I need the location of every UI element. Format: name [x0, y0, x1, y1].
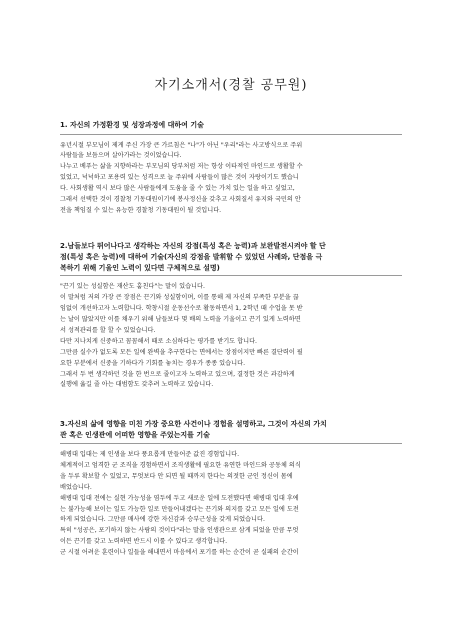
- text-line: 는 불가능해 보이는 일도 가능한 일로 만들어내겠다는 끈기와 의지를 갖고 모든 일에 도전: [60, 505, 299, 513]
- section-3: [60, 419, 402, 559]
- section-1-divider: [60, 134, 402, 135]
- document-title: 자기소개서(경찰 공무원): [154, 78, 308, 93]
- text-line: 나누고 베푸는 삶을 지향하라는 부모님의 당부처럼 저는 항상 이타적인 마인드로 생활할 수: [60, 163, 303, 171]
- heading-line: 점(특성 혹은 능력)에 대하여 기술(자신의 강점을 발휘할 수 있었던 사례와, 단점을 극: [60, 252, 323, 261]
- heading-line: 2.남들보다 뛰어나다고 생각하는 자신의 강점(특성 혹은 능력)과 보완발전시켜야 할 단: [60, 241, 326, 250]
- text-line: 실행에 옮길 줄 아는 대범함도 갖추려 노력하고 있습니다.: [60, 381, 214, 389]
- section-3-heading: [60, 419, 402, 441]
- section-1-heading: 1. 자신의 가정환경 및 성장과정에 대하여 기술: [60, 121, 204, 129]
- text-line: 하게 되었습니다. 그만큼 매사에 강한 자신감과 승부근성을 갖게 되었습니다.: [60, 516, 265, 524]
- text-line: 체계적이고 엄격한 군 조직을 경험하면서 조직생활에 필요한 유연한 마인드와 공동체 의식: [60, 461, 301, 469]
- section-2: [60, 241, 402, 392]
- text-line: 배었습니다.: [60, 483, 92, 491]
- text-line: 군 시절 어려운 훈련이나 일들을 해내면서 마음에서 포기를 하는 순간이 곧 실패의 순간이: [60, 549, 299, 557]
- text-line: 유년시절 부모님이 제게 주신 가장 큰 가르침은 "나"가 아닌 "우리"라는 사고방식으로 주위: [60, 141, 303, 149]
- section-2-divider: [60, 275, 402, 276]
- heading-line: 관 혹은 인생관에 어떠한 영향을 주었는지를 기술: [60, 431, 210, 440]
- text-line: "끈기 있는 성실함은 재산도 훔친다"는 말이 있습니다.: [60, 283, 205, 291]
- text-line: 그래서 선택한 것이 경찰청 기동대원이기에 봉사정신을 갖추고 사회질서 유지와 국민의 안: [60, 195, 301, 203]
- text-line: 다만 지나치게 신중하고 꼼꼼해서 때로 소심하다는 평가를 받기도 합니다.: [60, 337, 258, 345]
- text-line: 특히 "성공은, 포기하지 않는 사람의 것이다"라는 말을 인생관으로 삼게 되었을 만큼 무엇: [60, 527, 299, 535]
- text-line: 해병대 입대는 제 인생을 보다 풍요롭게 만들어준 값진 경험입니다.: [60, 451, 240, 459]
- text-line: 요한 부분에서 신중을 기하다가 기회를 놓치는 경우가 종종 있습니다.: [60, 359, 246, 367]
- text-line: 이든 끈기를 갖고 노력하면 반드시 이룰 수 있다고 생각합니다.: [60, 538, 228, 546]
- section-3-divider: [60, 443, 402, 444]
- heading-line: 복하기 위해 기울인 노력이 있다면 구체적으로 설명): [60, 263, 220, 272]
- text-line: 임없이 개선하고자 노력합니다. 학창시절 운동선수로 활동하면서 1, 2학년 때 수업을 못 받: [60, 305, 303, 313]
- text-line: 다. 사회생활 역시 보다 많은 사람들에게 도움을 줄 수 있는 가치 있는 일을 하고 싶었고,: [60, 185, 295, 193]
- section-2-heading: [60, 241, 402, 274]
- text-line: 전을 책임질 수 있는 유능한 경찰청 기동대원이 될 것입니다.: [60, 206, 222, 214]
- text-line: 사람들을 보듬으며 살아가라는 것이었습니다.: [60, 152, 182, 160]
- section-3-paragraph: [60, 450, 402, 559]
- section-1: [60, 120, 402, 217]
- text-line: 이 말처럼 저의 가장 큰 장점은 끈기와 성실함이며, 이를 통해 제 자신의 부족한 부분을 끊: [60, 294, 299, 302]
- section-1-paragraph: [60, 141, 402, 217]
- text-line: 있었고, 넉넉하고 포용력 있는 성격으로 늘 주위에 사람들이 많은 것이 자랑이기도 했습니: [60, 174, 299, 182]
- text-line: 해병대 입대 전에는 실현 가능성을 염두에 두고 새로운 일에 도전했다면 해병대 입대 후에: [60, 494, 299, 502]
- text-line: 서 성적관리를 할 할 수 있었습니다.: [60, 326, 156, 334]
- text-line: 그래서 두 번 생각하던 것을 한 번으로 줄이고자 노력하고 있으며, 결정한 것은 과감하게: [60, 370, 295, 378]
- heading-line: 3.자신의 삶에 영향을 미친 가장 중요한 사건이나 경험을 설명하고, 그것이 자신의 가치: [60, 420, 327, 429]
- text-line: 는 날이 많았지만 이를 채우기 위해 남들보다 몇 배의 노력을 기울이고 끈기 있게 노력하면: [60, 316, 301, 324]
- text-line: 을 두루 확보할 수 있었고, 무엇보다 안 되면 될 때까지 한다는 의젓한 군인 정신이 몸에: [60, 472, 293, 480]
- text-line: 그만큼 실수가 없도록 모든 일에 완벽을 추구한다는 면에서는 장점이지만 빠른 결단력이 필: [60, 348, 303, 356]
- section-2-paragraph: [60, 282, 402, 391]
